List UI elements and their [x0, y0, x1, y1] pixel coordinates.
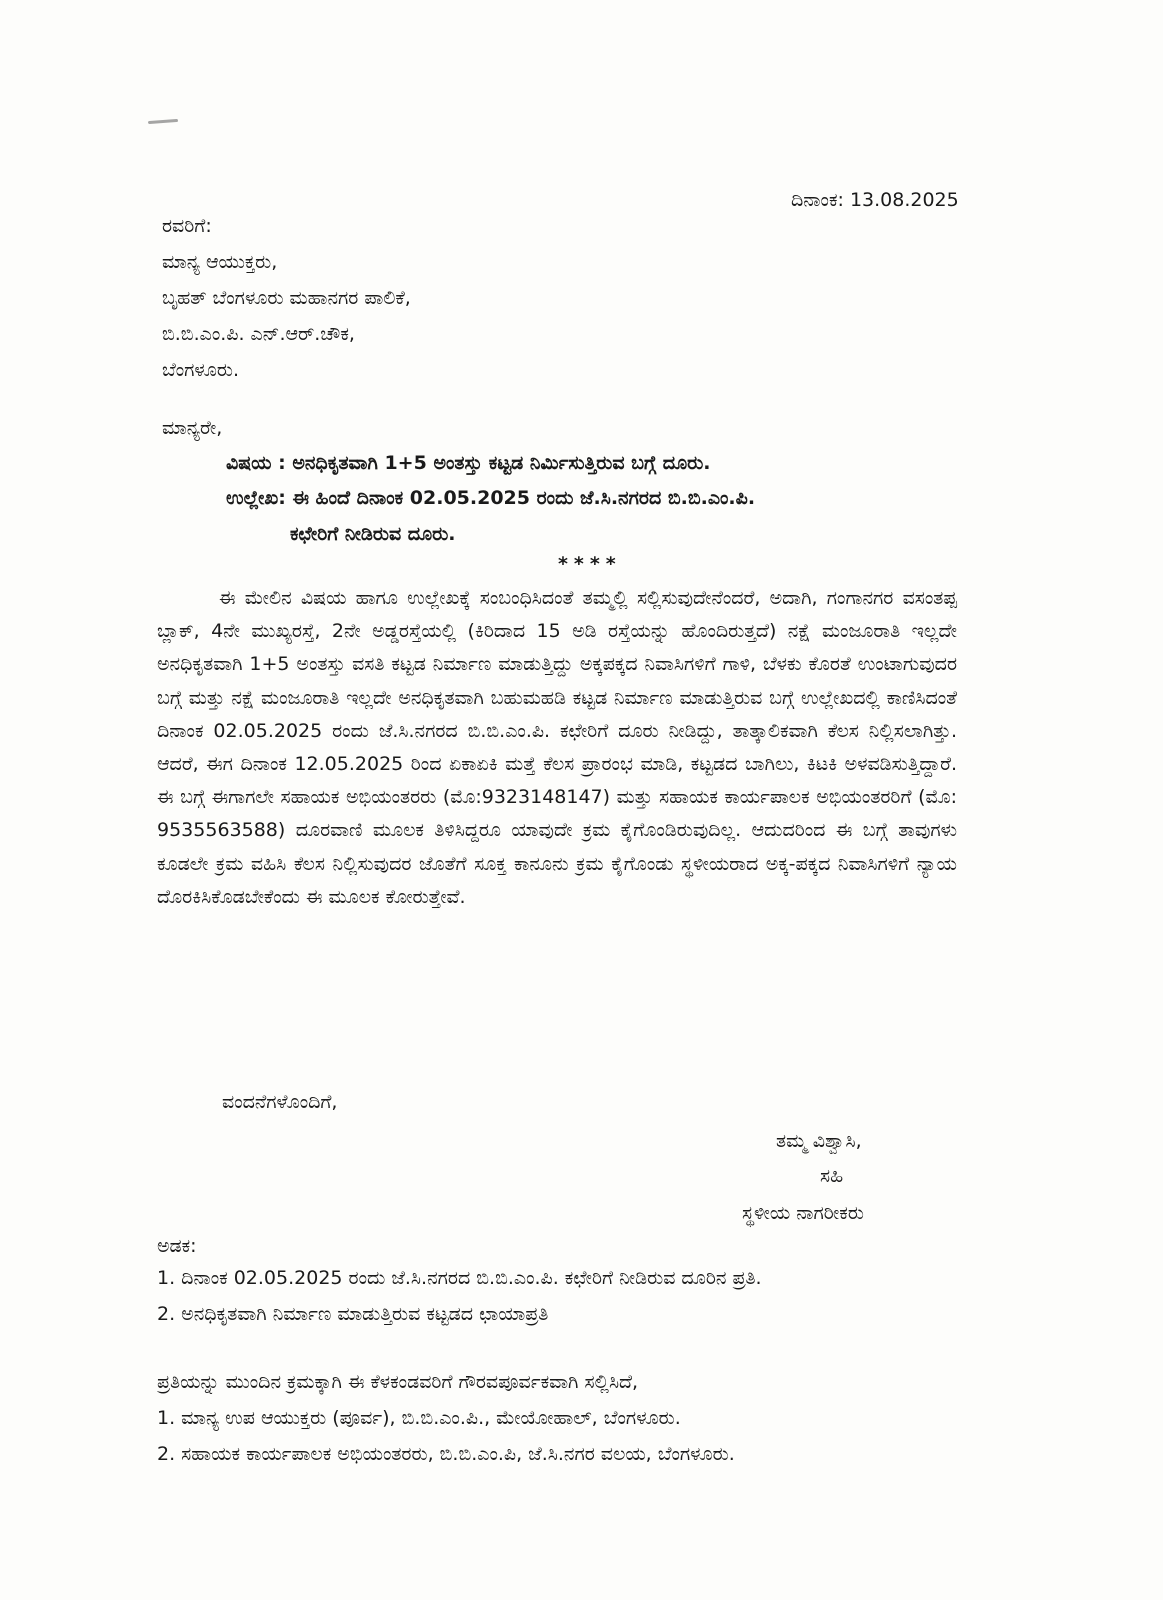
separator: ****	[558, 553, 622, 575]
subject-line: ವಿಷಯ : ಅನಧಿಕೃತವಾಗಿ 1+5 ಅಂತಸ್ತು ಕಟ್ಟಡ ನಿರ್ಮಿಸುತ್ತಿರುವ ಬಗ್ಗೆ ದೂರು.	[226, 452, 711, 474]
recipient-line: ಬೃಹತ್ ಬೆಂಗಳೂರು ಮಹಾನಗರ ಪಾಲಿಕೆ,	[162, 287, 411, 309]
recipient-line: ಮಾನ್ಯ ಆಯುಕ್ತರು,	[162, 251, 278, 273]
enclosure-item: 1. ದಿನಾಂಕ 02.05.2025 ರಂದು ಜೆ.ಸಿ.ನಗರದ ಬಿ.ಬಿ.ಎಂ.ಪಿ. ಕಛೇರಿಗೆ ನೀಡಿರುವ ದೂರಿನ ಪ್ರತಿ.	[157, 1267, 762, 1289]
enclosure-item: 2. ಅನಧಿಕೃತವಾಗಿ ನಿರ್ಮಾಣ ಮಾಡುತ್ತಿರುವ ಕಟ್ಟಡದ ಛಾಯಾಪ್ರತಿ	[157, 1303, 549, 1325]
scan-speck	[148, 119, 178, 124]
enclosures-title: ಅಡಕ:	[157, 1235, 197, 1257]
recipient-line: ಬೆಂಗಳೂರು.	[162, 359, 240, 381]
recipient-to: ರವರಿಗೆ:	[162, 215, 212, 237]
copy-item: 2. ಸಹಾಯಕ ಕಾರ್ಯಪಾಲಕ ಅಭಿಯಂತರರು, ಬಿ.ಬಿ.ಎಂ.ಪಿ, ಜೆ.ಸಿ.ನಗರ ವಲಯ, ಬೆಂಗಳೂರು.	[157, 1443, 735, 1465]
closing: ವಂದನೆಗಳೊಂದಿಗೆ,	[222, 1091, 338, 1113]
letter-date: ದಿನಾಂಕ: 13.08.2025	[791, 189, 959, 211]
reference-line-continued: ಕಛೇರಿಗೆ ನೀಡಿರುವ ದೂರು.	[290, 523, 456, 545]
recipient-line: ಬಿ.ಬಿ.ಎಂ.ಪಿ. ಎನ್.ಆರ್.ಚೌಕ,	[162, 323, 355, 345]
body-paragraph: ಈ ಮೇಲಿನ ವಿಷಯ ಹಾಗೂ ಉಲ್ಲೇಖಕ್ಕೆ ಸಂಬಂಧಿಸಿದಂತೆ ತಮ್ಮಲ್ಲಿ ಸಲ್ಲಿಸುವುದೇನೆಂದರೆ, ಅದಾಗಿ, ಗಂಗಾನಗರ ವಸಂತಪ್ಪ ಬ್ಲಾಕ್, 4ನೇ ಮುಖ್ಯರಸ್ತೆ, 2ನೇ ಅಡ್ಡರಸ್ತೆಯಲ್ಲಿ (ಕಿರಿದಾದ 15 ಅಡಿ ರಸ್ತೆಯನ್ನು ಹೊಂದಿರುತ್ತದೆ) ನಕ್ಷೆ ಮಂಜೂರಾತಿ ಇಲ್ಲದೇ ಅನಧಿಕೃತವಾಗಿ 1+5 ಅಂತಸ್ತು ವಸತಿ ಕಟ್ಟಡ ನಿರ್ಮಾಣ ಮಾಡುತ್ತಿದ್ದು ಅಕ್ಕಪಕ್ಕದ ನಿವಾಸಿಗಳಿಗೆ ಗಾಳಿ, ಬೆಳಕು ಕೊರತೆ ಉಂಟಾಗುವುದರ ಬಗ್ಗೆ ಮತ್ತು ನಕ್ಷೆ ಮಂಜೂರಾತಿ ಇಲ್ಲದೇ ಅನಧಿಕೃತವಾಗಿ ಬಹುಮಹಡಿ ಕಟ್ಟಡ ನಿರ್ಮಾಣ ಮಾಡುತ್ತಿರುವ ಬಗ್ಗೆ ಉಲ್ಲೇಖದಲ್ಲಿ ಕಾಣಿಸಿದಂತೆ ದಿನಾಂಕ 02.05.2025 ರಂದು ಜೆ.ಸಿ.ನಗರದ ಬಿ.ಬಿ.ಎಂ.ಪಿ. ಕಛೇರಿಗೆ ದೂರು ನೀಡಿದ್ದು, ತಾತ್ಕಾಲಿಕವಾಗಿ ಕೆಲಸ ನಿಲ್ಲಿಸಲಾಗಿತ್ತು. ಆದರೆ, ಈಗ ದಿನಾಂಕ 12.05.2025 ರಿಂದ ಏಕಾಏಕಿ ಮತ್ತೆ ಕೆಲಸ ಪ್ರಾರಂಭ ಮಾಡಿ, ಕಟ್ಟಡದ ಬಾಗಿಲು, ಕಿಟಕಿ ಅಳವಡಿಸುತ್ತಿದ್ದಾರೆ. ಈ ಬಗ್ಗೆ ಈಗಾಗಲೇ ಸಹಾಯಕ ಅಭಿಯಂತರರು (ಮೊ:9323148147) ಮತ್ತು ಸಹಾಯಕ ಕಾರ್ಯಪಾಲಕ ಅಭಿಯಂತರರಿಗೆ (ಮೊ: 9535563588) ದೂರವಾಣಿ ಮೂಲಕ ತಿಳಿಸಿದ್ದರೂ ಯಾವುದೇ ಕ್ರಮ ಕೈಗೊಂಡಿರುವುದಿಲ್ಲ. ಆದುದರಿಂದ ಈ ಬಗ್ಗೆ ತಾವುಗಳು ಕೂಡಲೇ ಕ್ರಮ ವಹಿಸಿ ಕೆಲಸ ನಿಲ್ಲಿಸುವುದರ ಜೊತೆಗೆ ಸೂಕ್ತ ಕಾನೂನು ಕ್ರಮ ಕೈಗೊಂಡು ಸ್ಥಳೀಯರಾದ ಅಕ್ಕ-ಪಕ್ಕದ ನಿವಾಸಿಗಳಿಗೆ ನ್ಯಾಯ ದೊರಕಿಸಿಕೊಡಬೇಕೆಂದು ಈ ಮೂಲಕ ಕೋರುತ್ತೇವೆ.	[157, 587, 957, 908]
greeting: ಮಾನ್ಯರೇ,	[162, 417, 223, 439]
signature-line: ಸಹಿ	[820, 1165, 844, 1187]
copy-item: 1. ಮಾನ್ಯ ಉಪ ಆಯುಕ್ತರು (ಪೂರ್ವ), ಬಿ.ಬಿ.ಎಂ.ಪಿ., ಮೇಯೋಹಾಲ್, ಬೆಂಗಳೂರು.	[157, 1407, 681, 1429]
signature-line: ಸ್ಥಳೀಯ ನಾಗರೀಕರು	[742, 1202, 864, 1224]
reference-line: ಉಲ್ಲೇಖ: ಈ ಹಿಂದೆ ದಿನಾಂಕ 02.05.2025 ರಂದು ಜೆ.ಸಿ.ನಗರದ ಬಿ.ಬಿ.ಎಂ.ಪಿ.	[226, 487, 756, 509]
signature-line: ತಮ್ಮ ವಿಶ್ವಾಸಿ,	[776, 1130, 862, 1152]
copies-title: ಪ್ರತಿಯನ್ನು ಮುಂದಿನ ಕ್ರಮಕ್ಕಾಗಿ ಈ ಕೆಳಕಂಡವರಿಗೆ ಗೌರವಪೂರ್ವಕವಾಗಿ ಸಲ್ಲಿಸಿದೆ,	[157, 1371, 639, 1393]
